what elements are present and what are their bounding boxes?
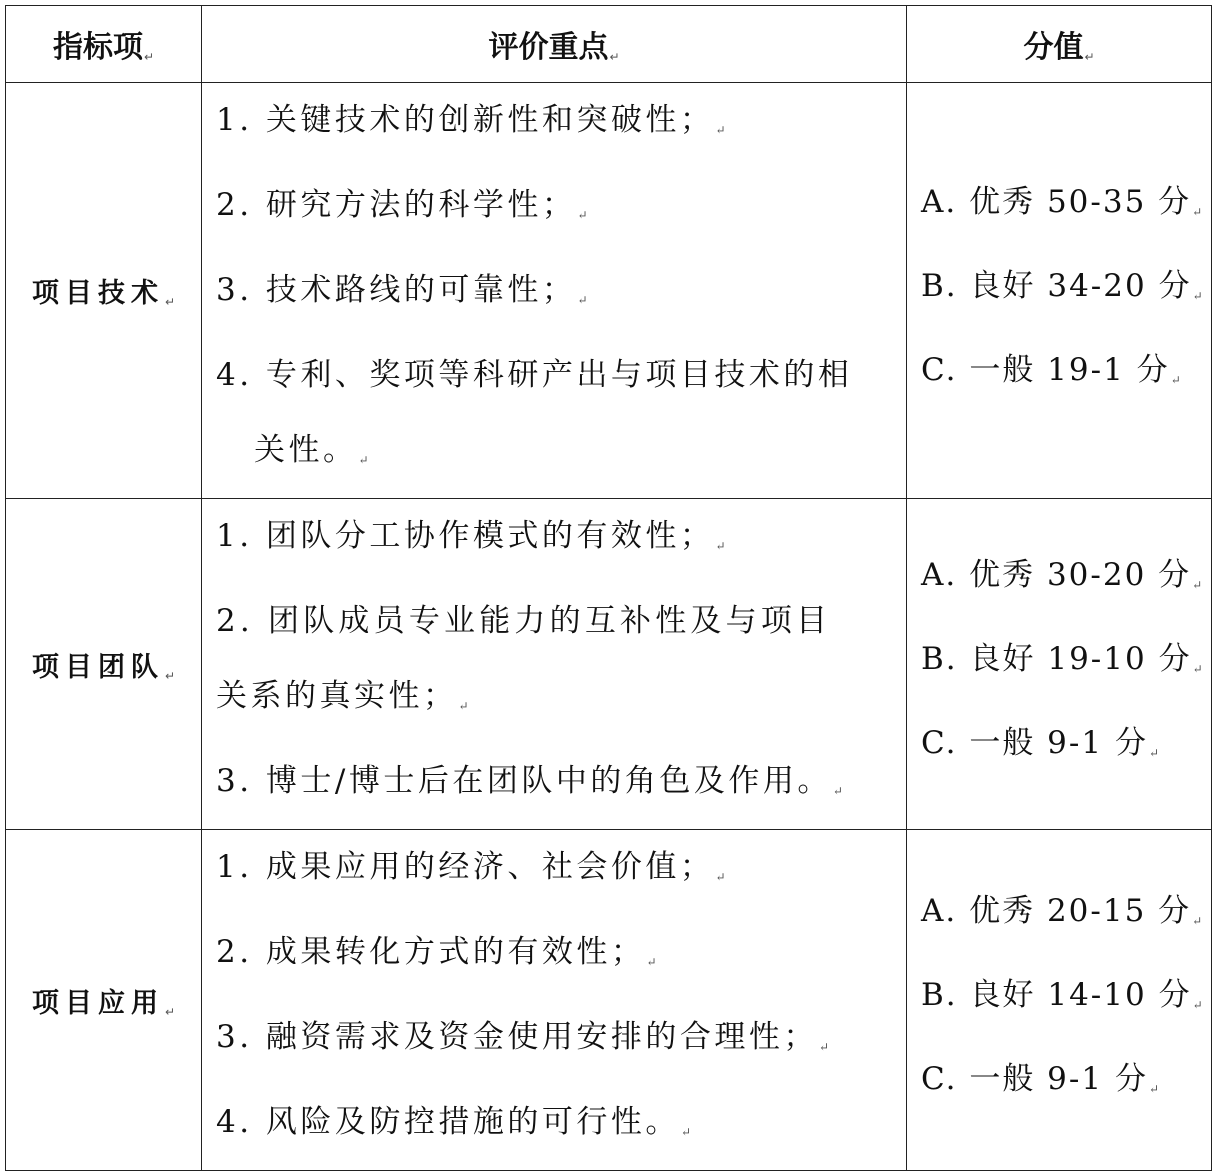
focus-cell bbox=[202, 83, 907, 499]
paragraph-mark-icon: ↵ bbox=[1192, 998, 1203, 1012]
focus-item: 4. 专利、奖项等科研产出与项目技术的相 bbox=[216, 357, 853, 393]
paragraph-mark-icon: ↵ bbox=[1148, 1082, 1160, 1096]
paragraph-mark-icon: ↵ bbox=[832, 784, 843, 798]
paragraph-mark-icon: ↵ bbox=[715, 123, 726, 137]
focus-item: 4. 风险及防控措施的可行性。↵ bbox=[216, 1104, 691, 1140]
score-level: C. 一般 9-1 分↵ bbox=[921, 1061, 1160, 1097]
score-level: B. 良好 34-20 分↵ bbox=[921, 267, 1203, 304]
focus-item: 2. 成果转化方式的有效性；↵ bbox=[216, 934, 657, 970]
paragraph-mark-icon: ↵ bbox=[609, 50, 620, 64]
paragraph-mark-icon: ↵ bbox=[164, 295, 176, 309]
table-row bbox=[6, 830, 1212, 1171]
score-cell bbox=[907, 830, 1212, 1171]
table-row bbox=[6, 499, 1212, 830]
score-level: A. 优秀 30-20 分↵ bbox=[921, 557, 1203, 593]
indicator-cell: 项目技术↵ bbox=[6, 83, 202, 499]
focus-item: 2. 研究方法的科学性；↵ bbox=[216, 187, 588, 223]
paragraph-mark-icon: ↵ bbox=[577, 293, 588, 307]
paragraph-mark-icon: ↵ bbox=[680, 1125, 691, 1139]
focus-item: 2. 团队成员专业能力的互补性及与项目 bbox=[216, 603, 832, 639]
paragraph-mark-icon: ↵ bbox=[1084, 50, 1095, 64]
header-focus: 评价重点↵ bbox=[202, 6, 907, 83]
paragraph-mark-icon: ↵ bbox=[818, 1040, 829, 1054]
paragraph-mark-icon: ↵ bbox=[1170, 372, 1181, 387]
paragraph-mark-icon: ↵ bbox=[715, 870, 726, 884]
paragraph-mark-icon: ↵ bbox=[1148, 746, 1160, 760]
score-cell bbox=[907, 499, 1212, 830]
focus-item: 1. 关键技术的创新性和突破性；↵ bbox=[216, 102, 726, 138]
focus-item: 3. 技术路线的可靠性；↵ bbox=[216, 272, 588, 308]
focus-cell bbox=[202, 830, 907, 1171]
indicator-cell: 项目应用↵ bbox=[6, 830, 202, 1171]
focus-item: 3. 融资需求及资金使用安排的合理性；↵ bbox=[216, 1019, 829, 1055]
focus-item-continuation: 关系的真实性；↵ bbox=[216, 678, 469, 714]
paragraph-mark-icon: ↵ bbox=[1192, 662, 1203, 676]
score-level: B. 良好 19-10 分↵ bbox=[921, 641, 1203, 677]
score-level: C. 一般 9-1 分↵ bbox=[921, 725, 1160, 761]
focus-item-continuation: 关性。↵ bbox=[254, 432, 369, 468]
score-level: B. 良好 14-10 分↵ bbox=[921, 977, 1203, 1013]
paragraph-mark-icon: ↵ bbox=[1192, 288, 1203, 303]
paragraph-mark-icon: ↵ bbox=[1192, 578, 1203, 592]
indicator-cell: 项目团队↵ bbox=[6, 499, 202, 830]
paragraph-mark-icon: ↵ bbox=[646, 955, 657, 969]
paragraph-mark-icon: ↵ bbox=[143, 50, 155, 64]
paragraph-mark-icon: ↵ bbox=[1192, 914, 1203, 928]
score-cell bbox=[907, 83, 1212, 499]
header-score: 分值↵ bbox=[907, 6, 1212, 83]
focus-item: 1. 团队分工协作模式的有效性；↵ bbox=[216, 518, 726, 554]
paragraph-mark-icon: ↵ bbox=[458, 699, 469, 713]
focus-item: 1. 成果应用的经济、社会价值；↵ bbox=[216, 849, 726, 885]
paragraph-mark-icon: ↵ bbox=[164, 1004, 176, 1019]
paragraph-mark-icon: ↵ bbox=[715, 539, 726, 553]
table-row bbox=[6, 83, 1212, 499]
header-indicator: 指标项↵ bbox=[6, 6, 202, 83]
focus-cell bbox=[202, 499, 907, 830]
paragraph-mark-icon: ↵ bbox=[1192, 204, 1203, 219]
score-level: A. 优秀 50-35 分↵ bbox=[921, 183, 1203, 220]
focus-item: 3. 博士/博士后在团队中的角色及作用。↵ bbox=[216, 763, 843, 799]
paragraph-mark-icon: ↵ bbox=[577, 208, 588, 222]
score-level: A. 优秀 20-15 分↵ bbox=[921, 893, 1203, 929]
score-level: C. 一般 19-1 分↵ bbox=[921, 351, 1181, 388]
header-row bbox=[6, 6, 1212, 83]
paragraph-mark-icon: ↵ bbox=[358, 453, 369, 467]
paragraph-mark-icon: ↵ bbox=[164, 668, 176, 683]
evaluation-table bbox=[5, 5, 1212, 1171]
